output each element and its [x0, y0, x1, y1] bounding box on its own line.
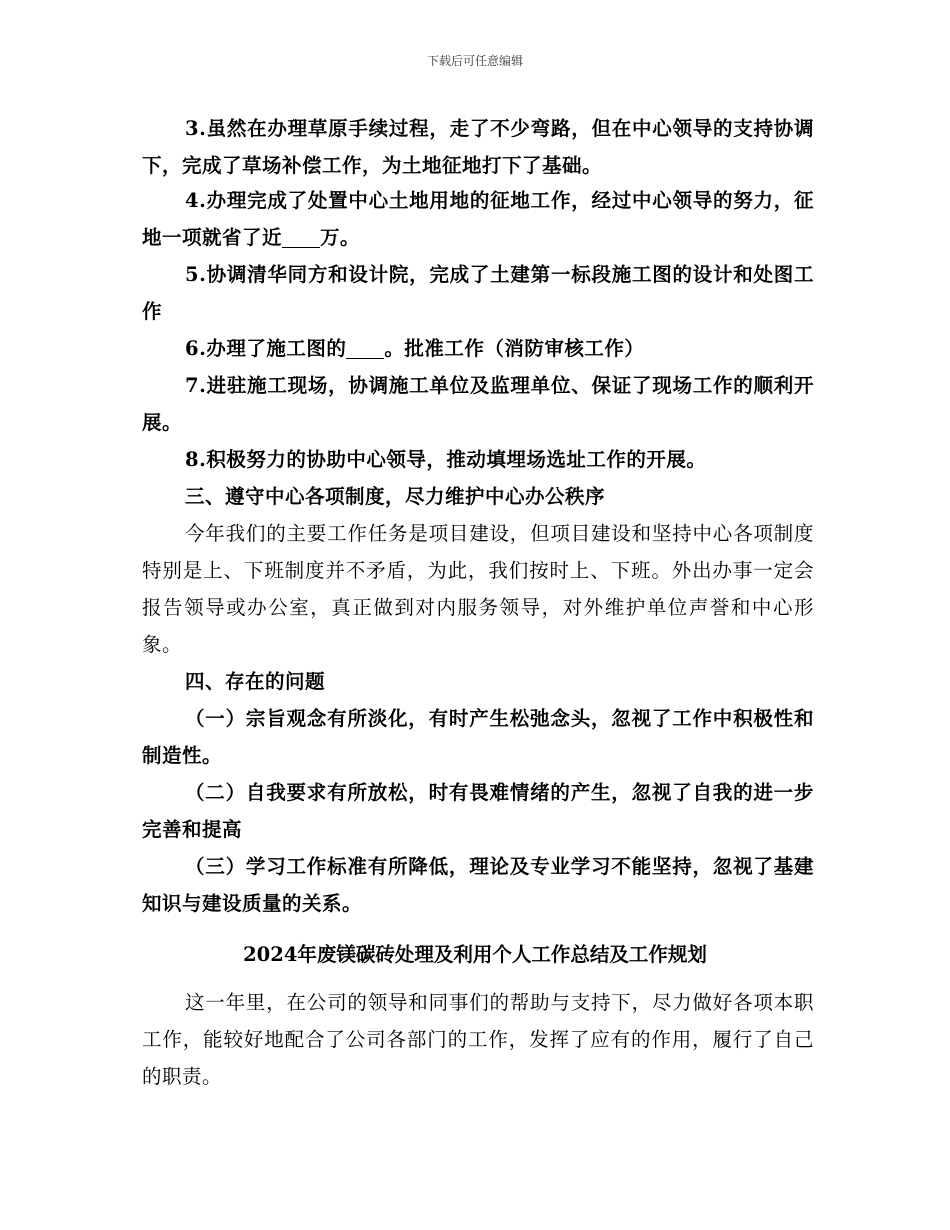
intro-paragraph: 这一年里，在公司的领导和同事们的帮助与支持下，尽力做好各项本职工作，能较好地配合了公司各部门的工作，发挥了应有的作用，履行了自己的职责。: [142, 991, 814, 1088]
issue-1: （一）宗旨观念有所淡化，有时产生松弛念头，忽视了工作中积极性和制造性。: [142, 707, 814, 767]
section-3-body: 今年我们的主要工作任务是项目建设，但项目建设和坚持中心各项制度特别是上、下班制度并不矛盾，为此，我们按时上、下班。外出办事一定会报告领导或办公室，真正做到对内服务领导，对外维护单位声誉和中心形象。: [142, 522, 814, 656]
document-title: 2024年废镁碳砖处理及利用个人工作总结及工作规划: [243, 943, 707, 966]
blank-underline: [282, 229, 320, 248]
list-item-6-tail: 。批准工作（消防审核工作）: [384, 337, 645, 360]
list-item-5: 5.协调清华同方和设计院，完成了土建第一标段施工图的设计和处图工作: [142, 263, 814, 323]
section-4-heading: 四、存在的问题: [185, 670, 326, 693]
list-item-6: [142, 330, 814, 367]
list-item-4-tail: 万。: [320, 226, 361, 249]
section-3-heading: 三、遵守中心各项制度，尽力维护中心办公秩序: [185, 485, 606, 508]
page-header-note: 下载后可任意编辑: [426, 54, 523, 68]
list-item-4: [142, 182, 814, 256]
blank-underline: [346, 340, 384, 359]
issue-3: （三）学习工作标准有所降低，理论及专业学习不能坚持，忽视了基建知识与建设质量的关系。: [142, 855, 814, 915]
issue-2: （二）自我要求有所放松，时有畏难情绪的产生，忽视了自我的进一步完善和提高: [142, 781, 814, 841]
list-item-3: 3.虽然在办理草原手续过程，走了不少弯路，但在中心领导的支持协调下，完成了草场补偿工作，为土地征地打下了基础。: [142, 117, 814, 177]
list-item-6-text: 6.办理了施工图的: [185, 337, 347, 360]
list-item-4-text: 4.办理完成了处置中心土地用地的征地工作，经过中心领导的努力，征地一项就省了近: [142, 189, 814, 249]
list-item-8: 8.积极努力的协助中心领导，推动填埋场选址工作的开展。: [185, 448, 707, 471]
list-item-7: 7.进驻施工现场，协调施工单位及监理单位、保证了现场工作的顺利开展。: [142, 374, 814, 434]
